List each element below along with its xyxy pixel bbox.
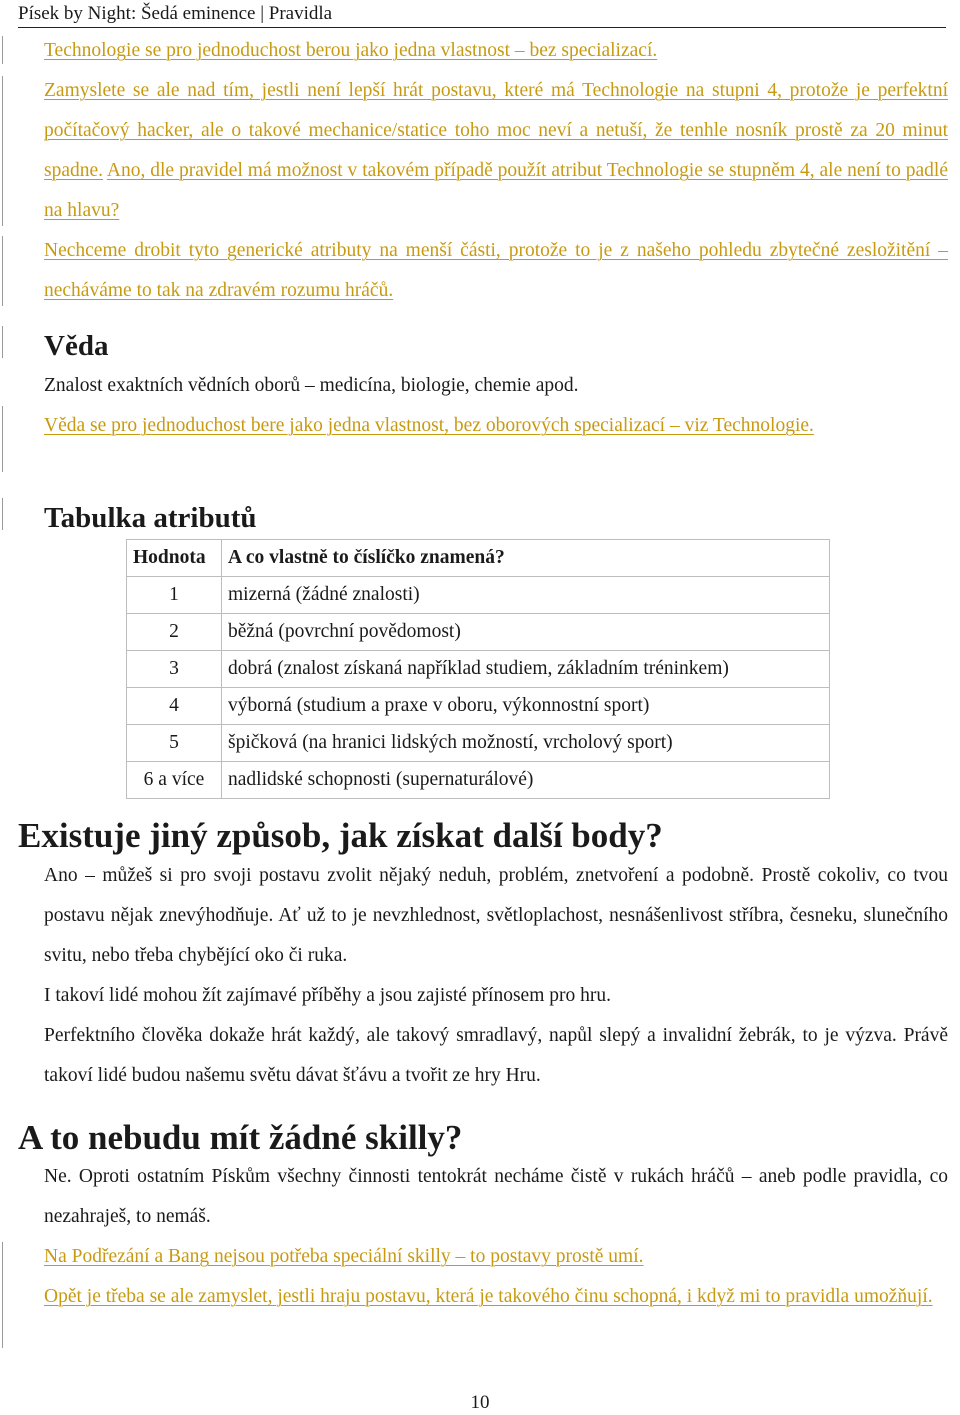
meaning-cell: mizerná (žádné znalosti) <box>222 577 830 614</box>
section-heading-veda: Věda <box>44 330 109 362</box>
meaning-cell: výborná (studium a praxe v oboru, výkonnostní sport) <box>222 688 830 725</box>
change-bar <box>2 498 3 530</box>
table-row <box>127 688 830 725</box>
section-heading-bonus: Existuje jiný způsob, jak získat další body? <box>18 816 663 855</box>
column-header: Hodnota <box>127 540 222 577</box>
top-section <box>44 31 948 311</box>
value-cell: 1 <box>127 577 222 614</box>
change-bar <box>2 326 3 358</box>
bonus-section <box>44 856 948 1096</box>
paragraph: Ano – můžeš si pro svoji postavu zvolit nějaký neduh, problém, znetvoření a podobně. Prostě cokoliv, co tvou postavu nějak znevýhodňuje. Ať už to je nevzhlednost, světloplachost, nesnášenlivost stříbra, česneku, slunečního svitu, nebo třeba chybějící oko či ruka. <box>44 865 948 966</box>
table-row <box>127 725 830 762</box>
column-header: A co vlastně to číslíčko znamená? <box>222 540 830 577</box>
attribute-table <box>126 539 830 799</box>
paragraph: Znalost exaktních vědních oborů – medicína, biologie, chemie apod. <box>44 375 579 396</box>
table-header-row <box>127 540 830 577</box>
revision-paragraph: Nechceme drobit tyto generické atributy na menší části, protože to je z našeho pohledu zbytečné zesložitění – necháváme to tak na zdravém rozumu hráčů. <box>44 240 948 301</box>
change-bar <box>2 36 3 64</box>
table-section <box>44 498 948 538</box>
section-heading-skills: A to nebudu mít žádné skilly? <box>18 1118 463 1157</box>
change-bar <box>2 76 3 226</box>
running-header: Písek by Night: Šedá eminence | Pravidla <box>18 2 946 28</box>
meaning-cell: běžná (povrchní povědomost) <box>222 614 830 651</box>
veda-section <box>44 326 948 446</box>
paragraph: Perfektního člověka dokaže hrát každý, ale takový smradlavý, napůl slepý a invalidní žebrák, to je výzva. Právě takoví lidé budou našemu světu dávat šťávu a tvořit ze hry Hru. <box>44 1025 948 1086</box>
value-cell: 2 <box>127 614 222 651</box>
change-bar <box>2 1242 3 1348</box>
section-heading-table: Tabulka atributů <box>44 502 257 534</box>
value-cell: 4 <box>127 688 222 725</box>
change-bar <box>2 236 3 306</box>
meaning-cell: nadlidské schopnosti (supernaturálové) <box>222 762 830 799</box>
revision-paragraph: Na Podřezání a Bang nejsou potřeba speciální skilly – to postavy prostě umí. <box>44 1246 644 1267</box>
value-cell: 5 <box>127 725 222 762</box>
revision-paragraph: Technologie se pro jednoduchost berou jako jedna vlastnost – bez specializací. <box>44 40 658 61</box>
revision-paragraph: Opět je třeba se ale zamyslet, jestli hraju postavu, která je takového činu schopná, i když mi to pravidla umožňují. <box>44 1286 933 1307</box>
revision-paragraph: Věda se pro jednoduchost bere jako jedna vlastnost, bez oborových specializací – viz Technologie. <box>44 415 814 436</box>
meaning-cell: dobrá (znalost získaná například studiem, základním tréninkem) <box>222 651 830 688</box>
page-number: 10 <box>470 1392 490 1413</box>
table-row <box>127 577 830 614</box>
value-cell: 3 <box>127 651 222 688</box>
paragraph: Ne. Oproti ostatním Pískům všechny činnosti tentokrát necháme čistě v rukách hráčů – aneb podle pravidla, co nezahraješ, to nemáš. <box>44 1166 948 1227</box>
table-row <box>127 614 830 651</box>
meaning-cell: špičková (na hranici lidských možností, vrcholový sport) <box>222 725 830 762</box>
paragraph: I takoví lidé mohou žít zajímavé příběhy a jsou zajisté přínosem pro hru. <box>44 985 611 1006</box>
skills-section <box>44 1157 948 1317</box>
value-cell: 6 a více <box>127 762 222 799</box>
table-row <box>127 762 830 799</box>
table-row <box>127 651 830 688</box>
change-bar <box>2 406 3 472</box>
paragraph: Zamyslete se ale nad tím, jestli není lepší hrát postavu, které má Technologie na stupni 4, protože je perfektní počítačový hacker, ale o takové mechanice/statice toho moc neví a netuší, že tenhle nosník prostě za 20 minut spadne. Ano, dle pravidel má možnost v takovém případě použít atribut Technologie se stupněm 4, ale není to padlé na hlavu? <box>44 80 948 221</box>
